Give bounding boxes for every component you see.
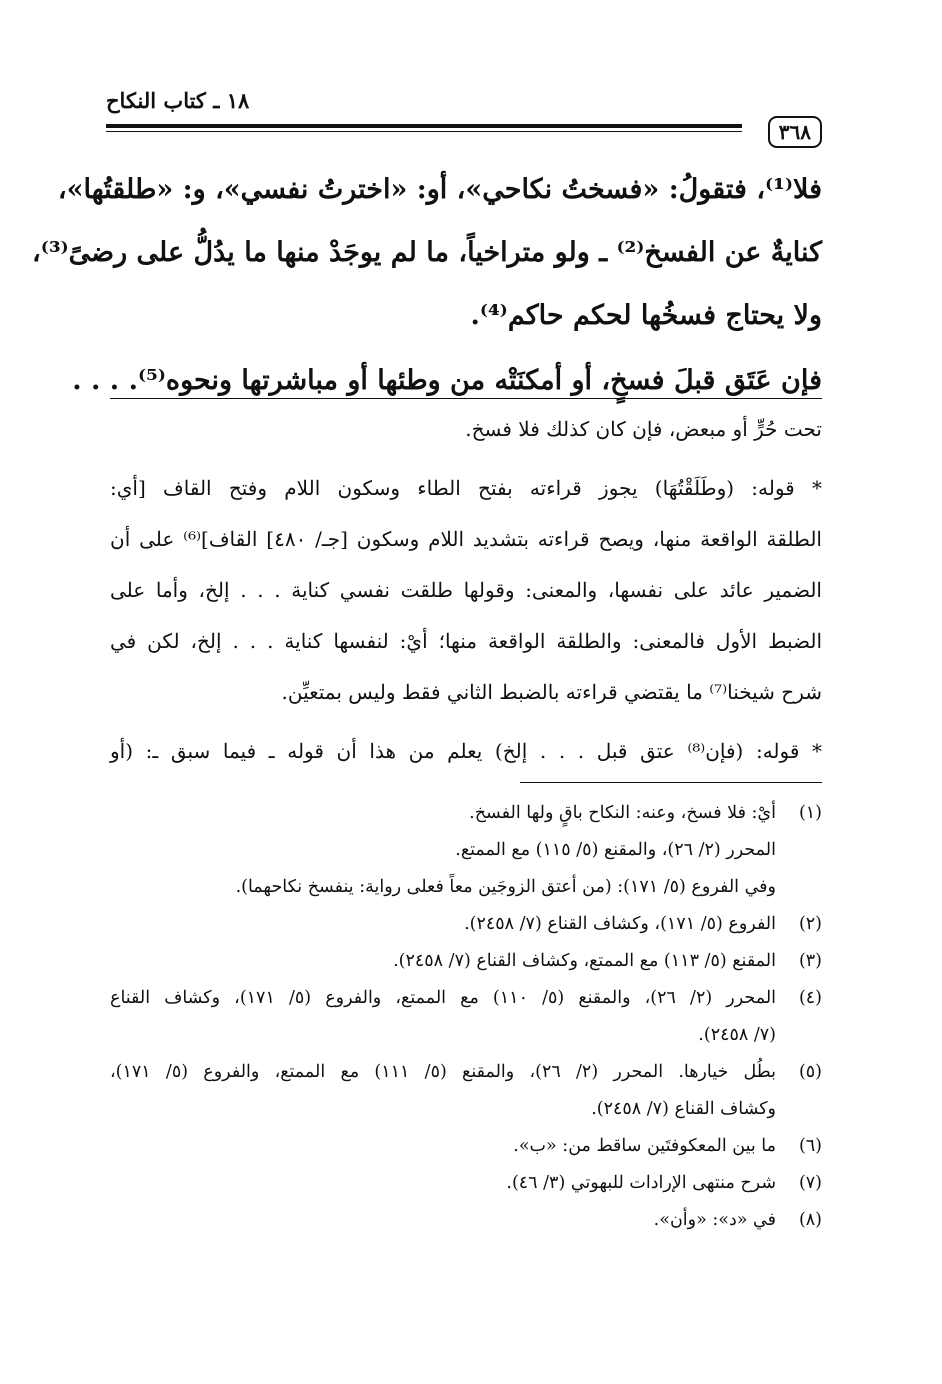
footnote-2 [110, 906, 822, 943]
main-text-line: فإن عَتَق قبلَ فسخٍ، أو أمكنَتْه من وطئها أو مباشرتها ونحوه⁽⁵⁾. . . . [72, 365, 822, 396]
commentary-line: الطلقة الواقعة منها، ويصح قراءته بتشديد اللام وسكون [جـ/ ٤٨٠] القاف]⁽⁶⁾ على أن [110, 527, 822, 551]
footnote-6 [110, 1128, 822, 1165]
footnote-1 [110, 795, 822, 906]
footnote-number: (٧) [798, 1173, 822, 1193]
footnote-divider [520, 782, 822, 783]
footnote-line: (٧/ ٢٤٥٨). [698, 1025, 776, 1045]
footnote-line: بطُل خيارها. المحرر (٢/ ٢٦)، والمقنع (٥/ ١١١) مع الممتع، والفروع (٥/ ١٧١)، [110, 1062, 777, 1082]
page-number: ٣٦٨ [768, 116, 822, 148]
footnote-number: (٤) [798, 988, 822, 1008]
footnotes [110, 795, 822, 1239]
footnote-line: المحرر (٢/ ٢٦)، والمقنع (٥/ ١١٠) مع الممتع، والفروع (٥/ ١٧١)، وكشاف القناع [110, 988, 777, 1008]
header-rule-thin [106, 131, 742, 132]
main-paragraph [32, 158, 822, 347]
main-text [32, 158, 822, 412]
commentary-line: شرح شيخنا⁽⁷⁾ ما يقتضي قراءته بالضبط الثاني فقط وليس بمتعيِّن. [281, 680, 822, 704]
footnote-number: (٣) [798, 951, 822, 971]
footnote-line: أيْ: فلا فسخ، وعنه: النكاح باقٍ ولها الفسخ. [469, 803, 776, 823]
commentary-line: الضمير عائد على نفسها، والمعنى: وقولها طلقت نفسي كناية . . . إلخ، وأما على [110, 578, 822, 602]
commentary-line: الضبط الأول فالمعنى: والطلقة الواقعة منها؛ أيْ: لنفسها كناية . . . إلخ، لكن في [110, 629, 822, 653]
footnote-number: (١) [798, 803, 822, 823]
footnote-line: المحرر (٢/ ٢٦)، والمقنع (٥/ ١١٥) مع الممتع. [455, 840, 776, 860]
footnote-number: (٥) [798, 1062, 822, 1082]
footnote-line: الفروع (٥/ ١٧١)، وكشاف القناع (٧/ ٢٤٥٨). [464, 914, 776, 934]
page-header [106, 86, 822, 146]
chapter-title: ١٨ ـ كتاب النكاح [106, 88, 250, 113]
footnote-7 [110, 1165, 822, 1202]
footnote-number: (٦) [798, 1136, 822, 1156]
footnote-line: وفي الفروع (٥/ ١٧١): (من أعتق الزوجَين معاً فعلى رواية: ينفسخ نكاحهما). [235, 877, 776, 897]
footnote-4 [110, 980, 822, 1054]
footnote-3 [110, 943, 822, 980]
footnote-number: (٢) [798, 914, 822, 934]
main-paragraph [72, 349, 822, 412]
header-rule [106, 124, 742, 128]
commentary-line: * قوله: (وطَلَقْتُهَا) يجوز قراءته بفتح الطاء وسكون اللام وفتح القاف [أي: [110, 476, 822, 500]
footnote-8 [110, 1202, 822, 1239]
footnote-line: شرح منتهى الإرادات للبهوتي (٣/ ٤٦). [506, 1173, 776, 1193]
footnote-line: ما بين المعكوفتَين ساقط من: «ب». [513, 1136, 776, 1156]
commentary-line: تحت حُرٍّ أو مبعض، فإن كان كذلك فلا فسخ. [465, 417, 822, 441]
footnote-line: المقنع (٥/ ١١٣) مع الممتع، وكشاف القناع (٧/ ٢٤٥٨). [393, 951, 776, 971]
footnote-number: (٨) [798, 1210, 822, 1230]
main-text-line: ولا يحتاج فسخُها لحكم حاكم⁽⁴⁾. [470, 300, 822, 331]
main-text-divider [110, 398, 822, 399]
main-text-line: فلا⁽¹⁾، فتقولُ: «فسختُ نكاحي»، أو: «اخترتُ نفسي»، و: «طلقتُها»، [57, 174, 822, 205]
commentary-line: * قوله: (فإن⁽⁸⁾ عتق قبل . . . إلخ) يعلم من هذا أن قوله ـ فيما سبق ـ: (أو [110, 739, 823, 763]
footnote-5 [110, 1054, 822, 1128]
footnote-line: وكشاف القناع (٧/ ٢٤٥٨). [591, 1099, 776, 1119]
footnote-line: في «د»: «وأن». [653, 1210, 776, 1230]
main-text-line: كنايةٌ عن الفسخ⁽²⁾ ـ ولو متراخياً، ما لم يوجَدْ منها ما يدُلُّ على رضىً⁽³⁾، [32, 237, 822, 268]
commentary [110, 404, 822, 777]
